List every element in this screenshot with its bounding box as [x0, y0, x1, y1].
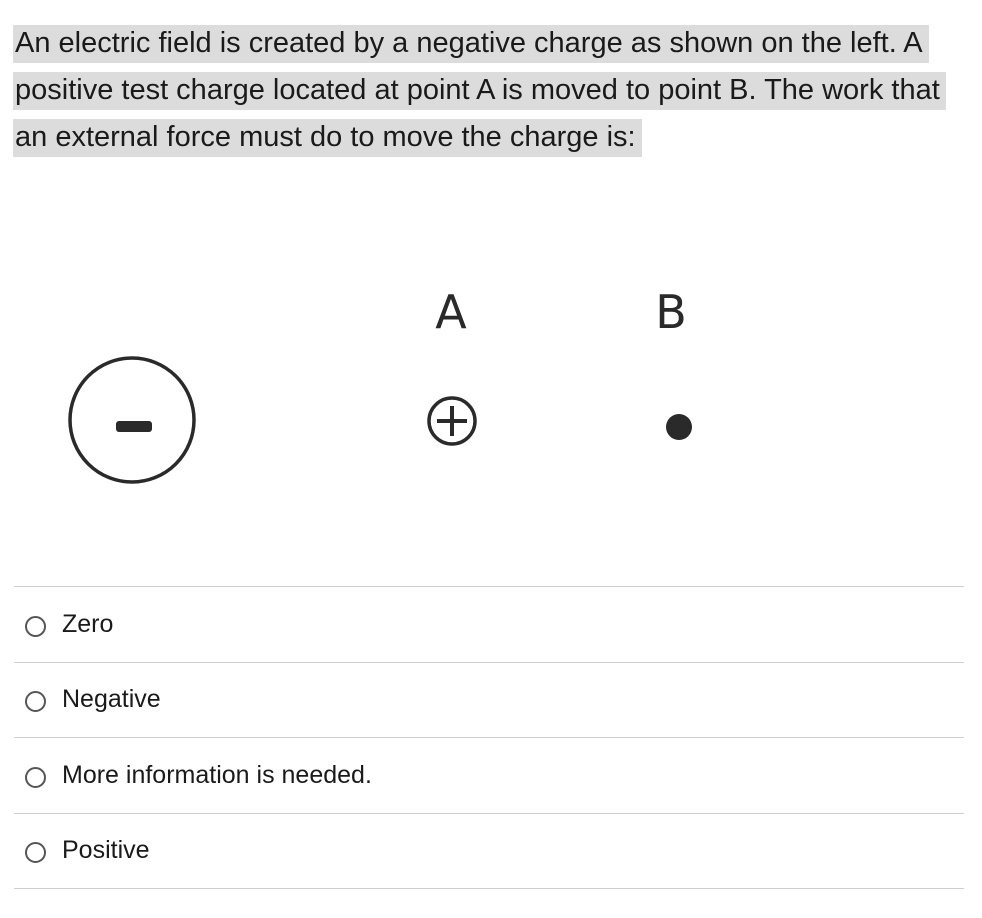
negative-charge-circle	[70, 358, 194, 482]
point-a-label: A	[435, 285, 467, 339]
answer-label: Zero	[62, 609, 114, 638]
positive-test-charge	[429, 398, 475, 444]
question-text	[13, 20, 953, 161]
question-highlight: An electric field is created by a negative charge as shown on the left. A positive test charge located at point A is moved to point B. The work that an external force must do to move the charge is:	[13, 25, 946, 157]
answer-option-zero[interactable]	[14, 587, 964, 663]
point-b-label: B	[655, 285, 687, 339]
radio-button[interactable]	[25, 691, 46, 712]
answer-option-more-info[interactable]	[14, 738, 964, 814]
radio-button[interactable]	[25, 767, 46, 788]
radio-button[interactable]	[25, 616, 46, 637]
answer-options	[14, 586, 964, 889]
charge-diagram	[0, 270, 982, 500]
point-b-dot	[666, 414, 692, 440]
answer-label: Negative	[62, 685, 161, 714]
answer-label: Positive	[62, 836, 150, 865]
radio-button[interactable]	[25, 842, 46, 863]
answer-option-positive[interactable]	[14, 814, 964, 890]
electric-field-figure	[0, 270, 982, 500]
answer-label: More information is needed.	[62, 760, 372, 789]
negative-charge	[70, 358, 194, 482]
minus-sign-icon	[116, 421, 152, 432]
answer-option-negative[interactable]	[14, 663, 964, 739]
